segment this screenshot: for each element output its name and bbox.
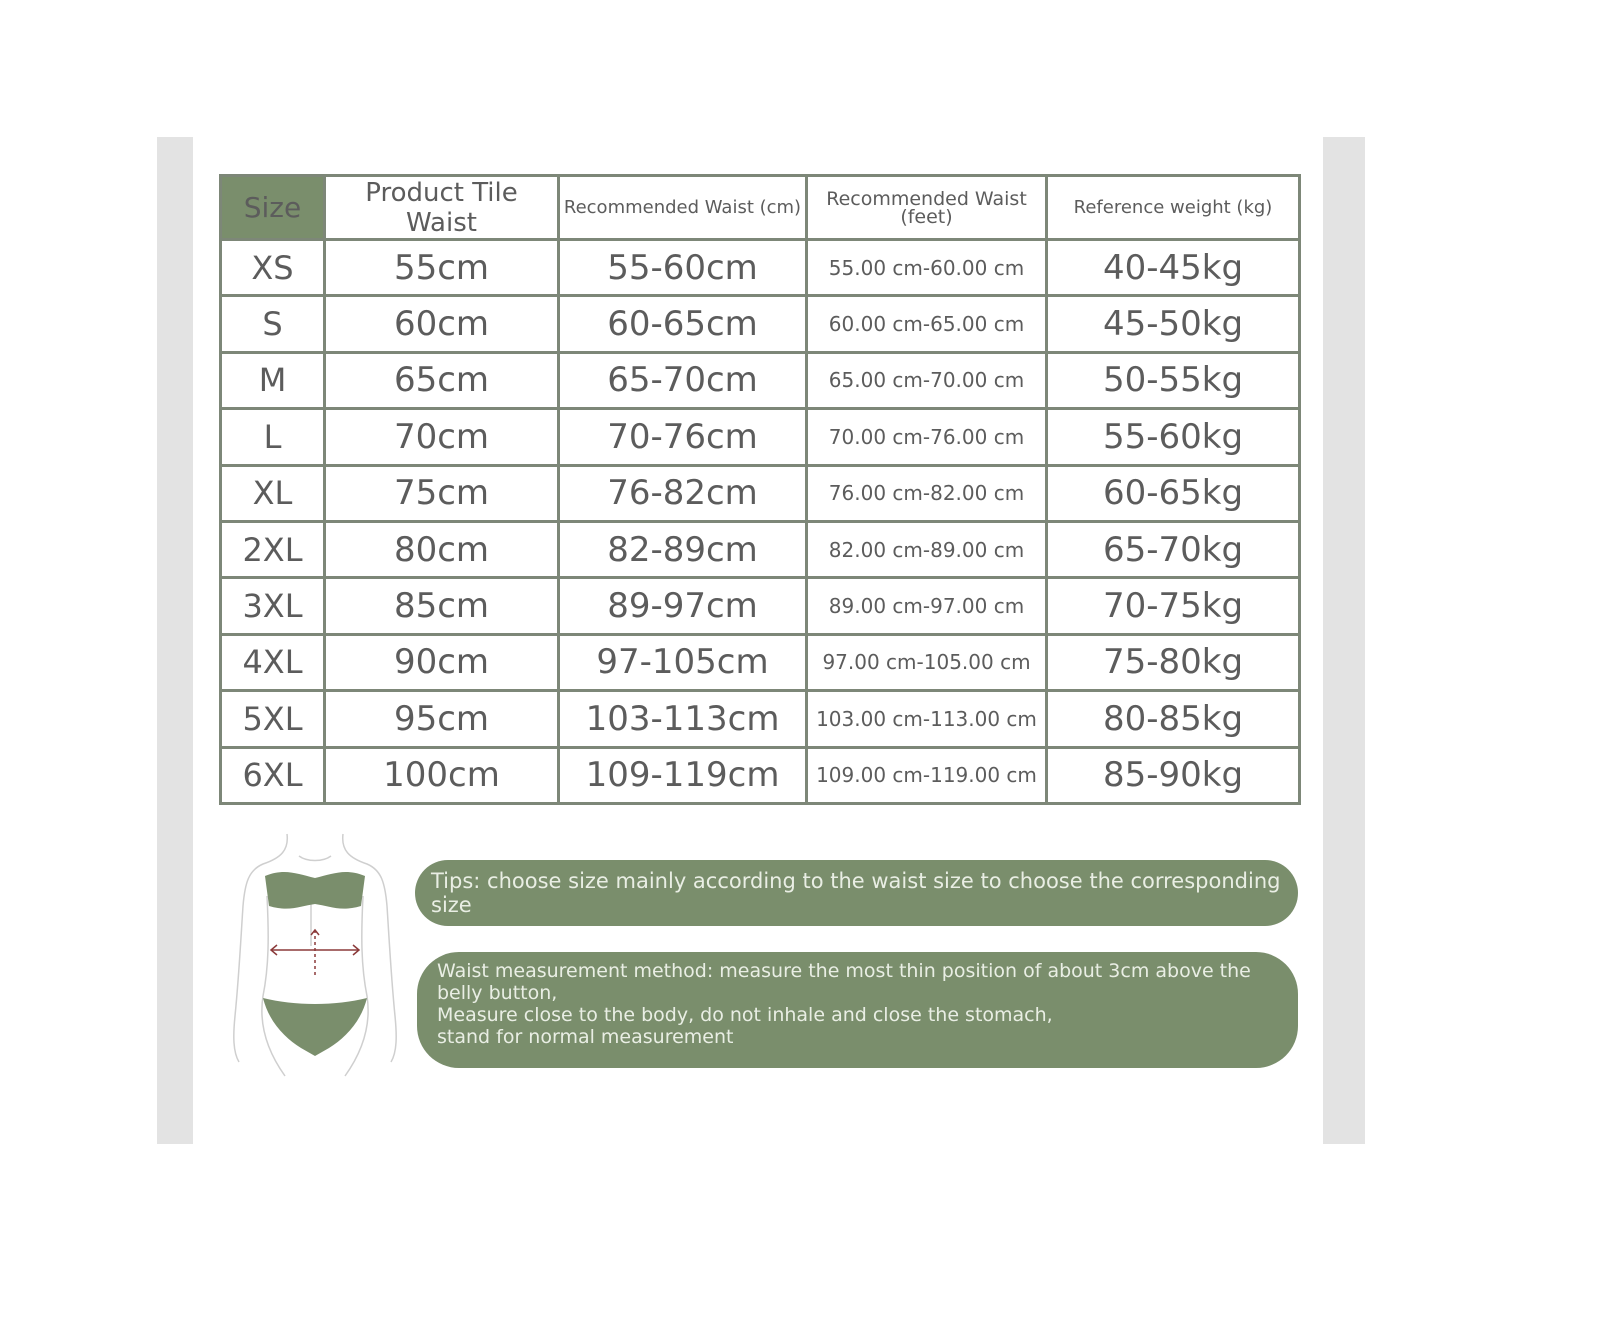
header-product-tile-waist: Product Tile Waist	[325, 176, 559, 240]
header-size: Size	[221, 176, 325, 240]
method-line-2: Measure close to the body, do not inhale and close the stomach, stand for normal measurement	[437, 1004, 1053, 1048]
left-side-bar	[157, 137, 193, 1144]
measurement-method-banner	[417, 952, 1298, 1068]
right-side-bar	[1323, 137, 1365, 1144]
cell-recommended-waist-cm: 103-113cm	[559, 691, 807, 747]
cell-recommended-waist-cm: 65-70cm	[559, 352, 807, 408]
cell-size: XL	[221, 465, 325, 521]
cell-product-waist: 60cm	[325, 296, 559, 352]
cell-reference-weight: 50-55kg	[1047, 352, 1300, 408]
cell-recommended-waist-feet: 89.00 cm-97.00 cm	[807, 578, 1047, 634]
cell-reference-weight: 60-65kg	[1047, 465, 1300, 521]
cell-size: 4XL	[221, 634, 325, 690]
cell-recommended-waist-feet: 55.00 cm-60.00 cm	[807, 240, 1047, 296]
cell-size: 5XL	[221, 691, 325, 747]
cell-recommended-waist-cm: 55-60cm	[559, 240, 807, 296]
size-chart-table	[219, 174, 1301, 805]
cell-reference-weight: 75-80kg	[1047, 634, 1300, 690]
cell-product-waist: 100cm	[325, 747, 559, 803]
table-row	[221, 747, 1300, 803]
cell-product-waist: 75cm	[325, 465, 559, 521]
cell-recommended-waist-feet: 97.00 cm-105.00 cm	[807, 634, 1047, 690]
cell-size: L	[221, 409, 325, 465]
cell-reference-weight: 45-50kg	[1047, 296, 1300, 352]
tips-text: Tips: choose size mainly according to the waist size to choose the corresponding size	[431, 869, 1281, 917]
body-measurement-figure-icon	[225, 826, 405, 1096]
cell-product-waist: 85cm	[325, 578, 559, 634]
cell-recommended-waist-cm: 76-82cm	[559, 465, 807, 521]
cell-reference-weight: 40-45kg	[1047, 240, 1300, 296]
cell-recommended-waist-cm: 109-119cm	[559, 747, 807, 803]
header-recommended-waist-feet: Recommended Waist (feet)	[807, 176, 1047, 240]
table-row	[221, 521, 1300, 577]
method-line-1: Waist measurement method: measure the most thin position of about 3cm above the belly button,	[437, 960, 1251, 1004]
table-row	[221, 240, 1300, 296]
table-row	[221, 634, 1300, 690]
cell-recommended-waist-feet: 103.00 cm-113.00 cm	[807, 691, 1047, 747]
cell-reference-weight: 55-60kg	[1047, 409, 1300, 465]
cell-reference-weight: 80-85kg	[1047, 691, 1300, 747]
table-header-row	[221, 176, 1300, 240]
cell-recommended-waist-feet: 109.00 cm-119.00 cm	[807, 747, 1047, 803]
cell-recommended-waist-cm: 82-89cm	[559, 521, 807, 577]
cell-reference-weight: 65-70kg	[1047, 521, 1300, 577]
cell-reference-weight: 85-90kg	[1047, 747, 1300, 803]
cell-size: M	[221, 352, 325, 408]
cell-recommended-waist-feet: 82.00 cm-89.00 cm	[807, 521, 1047, 577]
cell-size: 6XL	[221, 747, 325, 803]
cell-size: 2XL	[221, 521, 325, 577]
cell-recommended-waist-feet: 65.00 cm-70.00 cm	[807, 352, 1047, 408]
cell-product-waist: 90cm	[325, 634, 559, 690]
cell-recommended-waist-cm: 89-97cm	[559, 578, 807, 634]
cell-product-waist: 70cm	[325, 409, 559, 465]
cell-product-waist: 55cm	[325, 240, 559, 296]
cell-recommended-waist-feet: 60.00 cm-65.00 cm	[807, 296, 1047, 352]
cell-size: S	[221, 296, 325, 352]
tips-banner	[415, 860, 1298, 926]
cell-recommended-waist-feet: 76.00 cm-82.00 cm	[807, 465, 1047, 521]
cell-size: XS	[221, 240, 325, 296]
header-reference-weight: Reference weight (kg)	[1047, 176, 1300, 240]
table-row	[221, 578, 1300, 634]
table-row	[221, 465, 1300, 521]
cell-product-waist: 95cm	[325, 691, 559, 747]
cell-product-waist: 80cm	[325, 521, 559, 577]
cell-size: 3XL	[221, 578, 325, 634]
cell-product-waist: 65cm	[325, 352, 559, 408]
header-recommended-waist-cm: Recommended Waist (cm)	[559, 176, 807, 240]
cell-recommended-waist-feet: 70.00 cm-76.00 cm	[807, 409, 1047, 465]
table-row	[221, 691, 1300, 747]
table-row	[221, 296, 1300, 352]
cell-recommended-waist-cm: 97-105cm	[559, 634, 807, 690]
table-row	[221, 409, 1300, 465]
cell-recommended-waist-cm: 60-65cm	[559, 296, 807, 352]
cell-reference-weight: 70-75kg	[1047, 578, 1300, 634]
cell-recommended-waist-cm: 70-76cm	[559, 409, 807, 465]
table-row	[221, 352, 1300, 408]
